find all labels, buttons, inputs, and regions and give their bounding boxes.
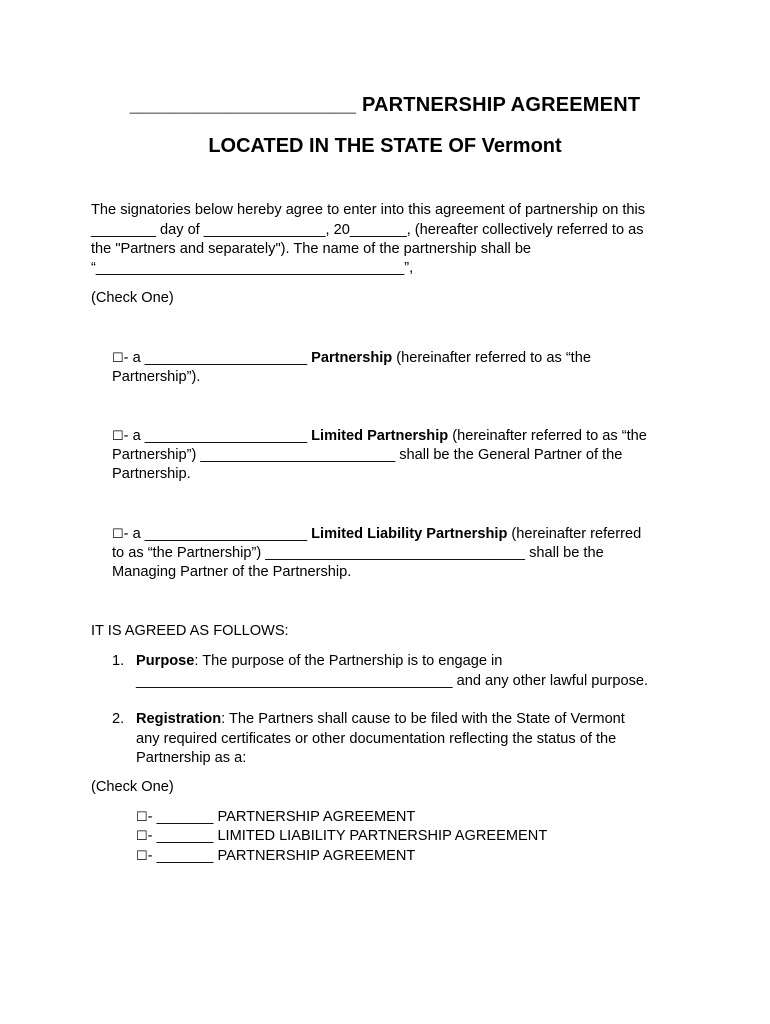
check-one-label: (Check One) (91, 290, 174, 306)
intro-line-4: “______________________________________”, (91, 260, 414, 276)
item-purpose: Purpose: The purpose of the Partnership is to engage in (136, 653, 503, 669)
checkbox-icon[interactable]: ☐ (136, 848, 148, 863)
option-general-partnership: ☐- a ____________________ Partnership (hereinafter referred to as “the (112, 350, 591, 366)
option-limited-partnership: ☐- a ____________________ Limited Partnership (hereinafter referred to as “the (112, 428, 647, 444)
option-llp-line-3: Managing Partner of the Partnership. (112, 564, 352, 580)
checkbox-icon[interactable]: ☐ (136, 809, 148, 824)
option-limited-line-2: Partnership”) ________________________ shall be the General Partner of the (112, 447, 623, 463)
agreed-heading: IT IS AGREED AS FOLLOWS: (91, 623, 289, 639)
checkbox-icon[interactable]: ☐ (112, 350, 124, 365)
item-purpose-number: 1. (112, 653, 125, 669)
check-one-label-2: (Check One) (91, 779, 174, 795)
checkbox-icon[interactable]: ☐ (112, 526, 124, 541)
intro-line-2: ________ day of _______________, 20_______, (hereafter collectively referred to as (91, 222, 644, 238)
document-title: ____________________ PARTNERSHIP AGREEMENT (129, 94, 641, 116)
checkbox-icon[interactable]: ☐ (112, 428, 124, 443)
intro-line-1: The signatories below hereby agree to enter into this agreement of partnership on this (91, 202, 646, 218)
item-registration-line-2: any required certificates or other documentation reflecting the status of the (136, 731, 617, 747)
option-limited-line-3: Partnership. (112, 466, 191, 482)
option-general-line-2: Partnership”). (112, 369, 201, 385)
registration-option-2: ☐- _______ LIMITED LIABILITY PARTNERSHIP AGREEMENT (136, 828, 548, 844)
registration-option-3: ☐- _______ PARTNERSHIP AGREEMENT (136, 848, 416, 864)
option-llp: ☐- a ____________________ Limited Liability Partnership (hereinafter referred (112, 526, 642, 542)
registration-option-1: ☐- _______ PARTNERSHIP AGREEMENT (136, 809, 416, 825)
item-registration: Registration: The Partners shall cause to be filed with the State of Vermont (136, 711, 625, 727)
item-purpose-line-2: _______________________________________ and any other lawful purpose. (136, 673, 649, 689)
intro-line-3: the "Partners and separately"). The name of the partnership shall be (91, 241, 532, 257)
item-registration-number: 2. (112, 711, 125, 727)
document-subtitle: LOCATED IN THE STATE OF Vermont (208, 135, 562, 157)
checkbox-icon[interactable]: ☐ (136, 828, 148, 843)
option-llp-line-2: to as “the Partnership”) ________________________________ shall be the (112, 545, 604, 561)
item-registration-line-3: Partnership as a: (136, 750, 247, 766)
